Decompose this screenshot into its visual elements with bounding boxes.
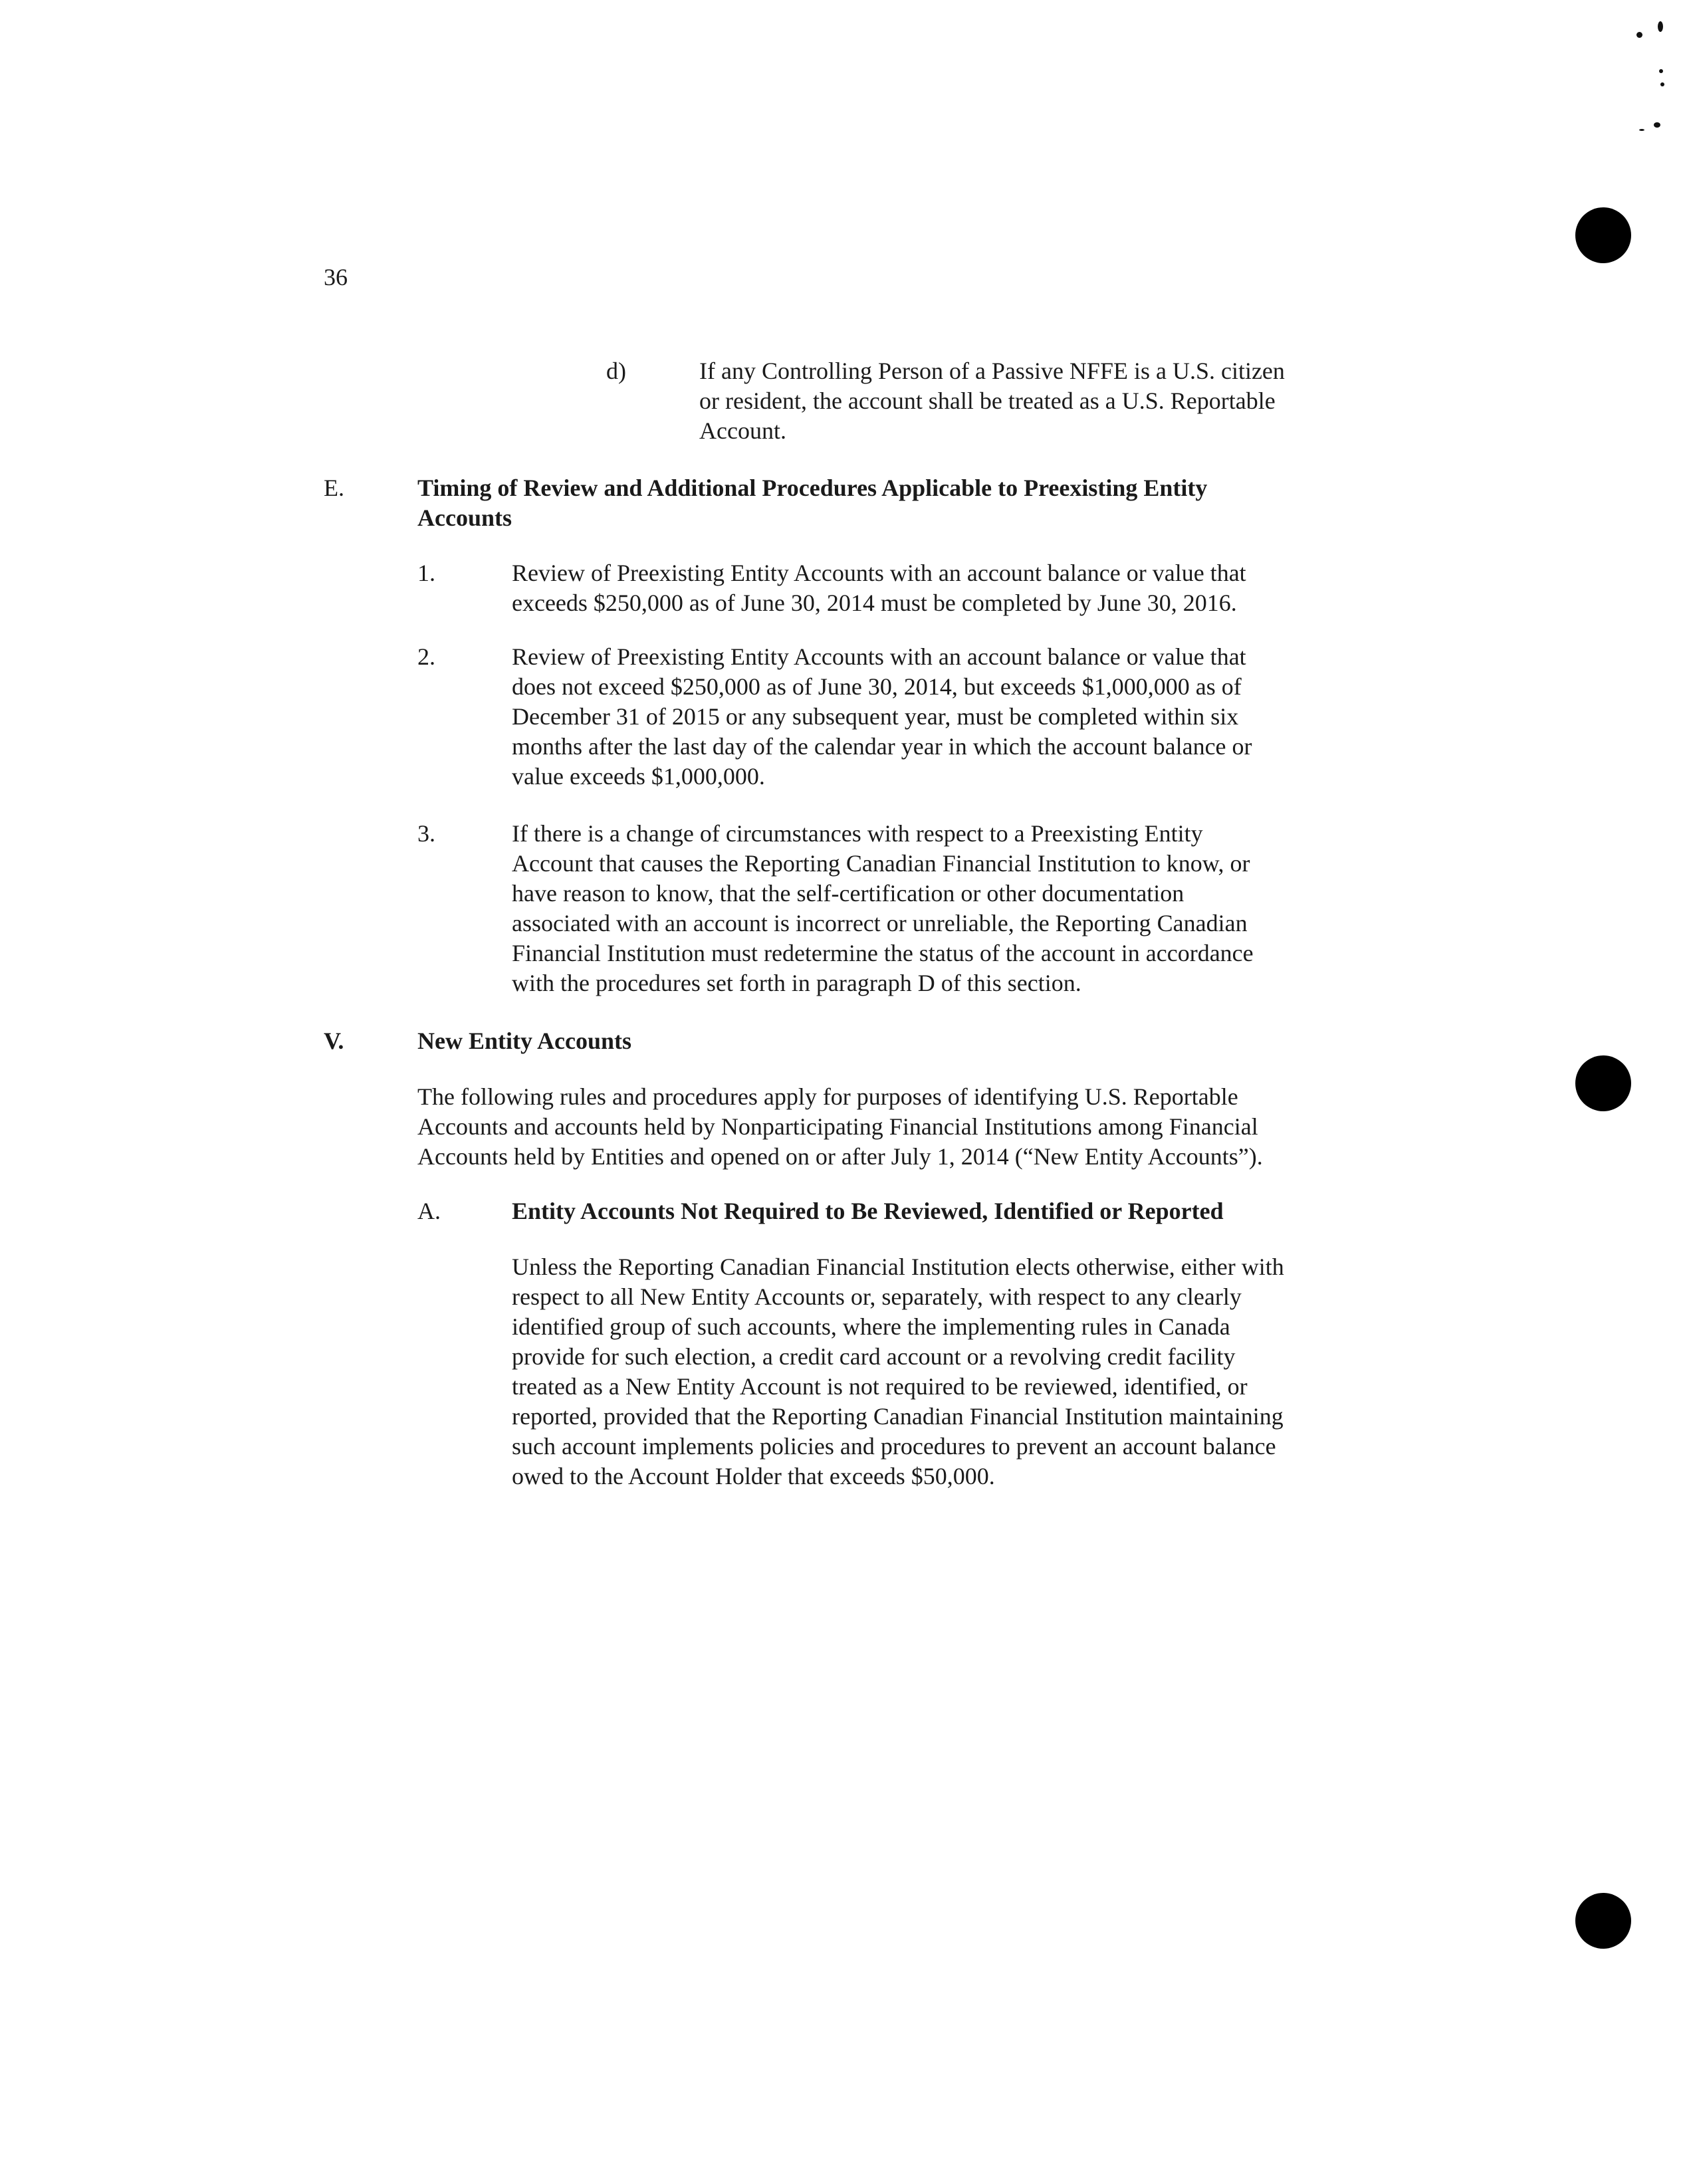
- section-v-intro: [417, 1082, 1263, 1172]
- text-line: with the procedures set forth in paragraph D of this section.: [512, 970, 1081, 996]
- scan-speck: [1658, 21, 1663, 32]
- subsection-a-label: A.: [417, 1198, 441, 1224]
- text-line: or resident, the account shall be treated as a U.S. Reportable: [699, 387, 1276, 414]
- heading-line: Accounts: [417, 504, 512, 531]
- section-v-heading: New Entity Accounts: [417, 1028, 631, 1054]
- item-1-text: [512, 558, 1246, 618]
- text-line: Accounts held by Entities and opened on or after July 1, 2014 (“New Entity Accounts”).: [417, 1143, 1263, 1170]
- text-line: respect to all New Entity Accounts or, separately, with respect to any clearly: [512, 1283, 1242, 1310]
- punch-hole-top: [1575, 207, 1631, 263]
- text-line: such account implements policies and procedures to prevent an account balance: [512, 1433, 1276, 1460]
- text-line: have reason to know, that the self-certification or other documentation: [512, 880, 1184, 907]
- scan-speck: [1636, 32, 1642, 38]
- text-line: reported, provided that the Reporting Canadian Financial Institution maintaining: [512, 1403, 1284, 1430]
- subsection-a-heading: Entity Accounts Not Required to Be Reviewed, Identified or Reported: [512, 1198, 1224, 1224]
- subsection-a-body: [512, 1252, 1284, 1491]
- page-number: 36: [324, 264, 348, 290]
- scan-speck: [1660, 82, 1664, 86]
- item-d-label: d): [606, 358, 626, 384]
- item-3-text: [512, 819, 1254, 998]
- section-e-heading: [417, 473, 1207, 533]
- text-line: December 31 of 2015 or any subsequent year, must be completed within six: [512, 703, 1239, 730]
- text-line: provide for such election, a credit card account or a revolving credit facility: [512, 1343, 1236, 1370]
- text-line: owed to the Account Holder that exceeds $50,000.: [512, 1463, 995, 1489]
- punch-hole-middle: [1575, 1055, 1631, 1111]
- text-line: treated as a New Entity Account is not required to be reviewed, identified, or: [512, 1373, 1248, 1400]
- text-line: exceeds $250,000 as of June 30, 2014 must be completed by June 30, 2016.: [512, 590, 1237, 616]
- heading-line: Timing of Review and Additional Procedures Applicable to Preexisting Entity: [417, 475, 1208, 501]
- text-line: If there is a change of circumstances with respect to a Preexisting Entity: [512, 820, 1203, 847]
- scan-speck: [1639, 129, 1644, 131]
- text-line: identified group of such accounts, where the implementing rules in Canada: [512, 1313, 1230, 1340]
- section-v-label: V.: [324, 1028, 344, 1054]
- punch-hole-bottom: [1575, 1893, 1631, 1949]
- text-line: Financial Institution must redetermine the status of the account in accordance: [512, 940, 1254, 966]
- item-1-label: 1.: [417, 560, 435, 586]
- text-line: months after the last day of the calendar year in which the account balance or: [512, 733, 1252, 760]
- text-line: The following rules and procedures apply for purposes of identifying U.S. Reportable: [417, 1083, 1238, 1110]
- text-line: If any Controlling Person of a Passive NFFE is a U.S. citizen: [699, 358, 1285, 384]
- text-line: associated with an account is incorrect or unreliable, the Reporting Canadian: [512, 910, 1248, 936]
- item-d-text: [699, 356, 1285, 446]
- item-2-label: 2.: [417, 643, 435, 670]
- scan-speck: [1659, 69, 1663, 73]
- text-line: Unless the Reporting Canadian Financial Institution elects otherwise, either with: [512, 1254, 1284, 1280]
- text-line: does not exceed $250,000 as of June 30, 2014, but exceeds $1,000,000 as of: [512, 673, 1242, 700]
- scan-speck: [1654, 122, 1660, 128]
- text-line: Accounts and accounts held by Nonparticipating Financial Institutions among Financial: [417, 1113, 1258, 1140]
- text-line: Review of Preexisting Entity Accounts with an account balance or value that: [512, 643, 1246, 670]
- section-e-label: E.: [324, 475, 344, 501]
- item-3-label: 3.: [417, 820, 435, 847]
- text-line: Review of Preexisting Entity Accounts with an account balance or value that: [512, 560, 1246, 586]
- item-2-text: [512, 642, 1252, 792]
- text-line: value exceeds $1,000,000.: [512, 763, 765, 790]
- text-line: Account that causes the Reporting Canadian Financial Institution to know, or: [512, 850, 1250, 877]
- text-line: Account.: [699, 417, 786, 444]
